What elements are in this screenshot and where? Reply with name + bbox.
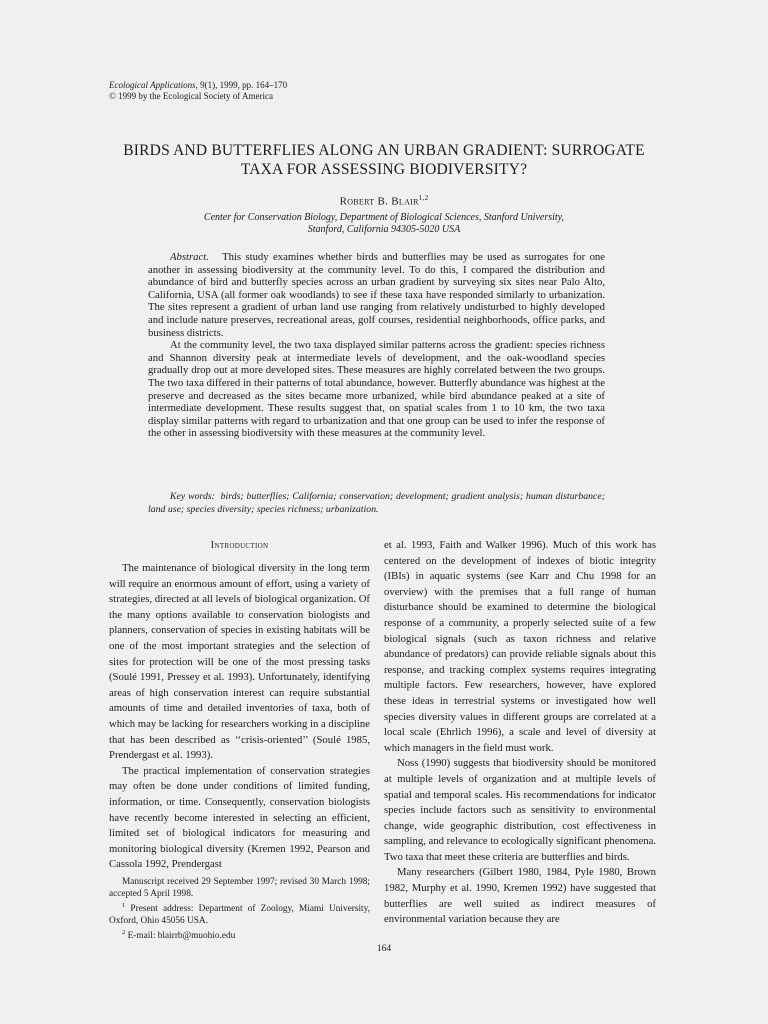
footnote-1-mark: 1 [122,902,126,909]
title-line-1: BIRDS AND BUTTERFLIES ALONG AN URBAN GRADIENT: SURROGATE [123,142,645,159]
citation-line [109,80,509,91]
right-column [384,538,656,928]
author-line [100,194,668,208]
body-paragraph: et al. 1993, Faith and Walker 1996). Much of this work has centered on the development of indexes of biotic integrity (IBIs) in aquatic systems (see Karr and Chu 1998 for an overview) with the premises that a full range of human disturbance should be examined to determine the biological response of a community, a properly selected suite of a few biological signals (such as taxon richness and relative abundance of predators) can provide reliable signals about this response, and tracking complex systems requires integrating multiple factors. Few researchers, however, have explored these ideas in terrestrial systems or investigated how well species diversity values in different groups are correlated at a local scale (Ehrlich 1996), a scale and level of diversity at which managers in the field must work. [384,539,656,754]
abstract-paragraph-2: At the community level, the two taxa displayed similar patterns across the gradient: species richness and Shannon diversity peak at intermediate levels of development, and the oak-woodland species gradually drop out at more developed sites. These measures are highly correlated between the two groups. The two taxa differed in their patterns of total abundance, however. Butterfly abundance was highest at the preserve and decreased as the sites became more urbanized, while bird abundance peaked at a site of intermediate development. These results suggest that, on spatial scales from 1 to 10 km, the two taxa display similar patterns with regard to urbanization and that one group can be used to infer the response of the other in assessing biodiversity with these measures at the community level. [148,339,605,440]
copyright-line: © 1999 by the Ecological Society of America [109,90,274,101]
abstract-text-1: This study examines whether birds and butterflies may be used as surrogates for one another in assessing biodiversity at the community level. To do this, I compared the distribution and abundance of bird and butterfly species across an urban gradient by surveying six sites near Palo Alto, California, USA (all former oak woodlands) to see if these taxa have responded similarly to urbanization. The sites represent a gradient of urban land use ranging from relatively undisturbed to highly developed and include nature preserves, recreational areas, golf courses, residential neighborhoods, office parks, and business districts. [148,251,606,339]
abstract-label: Abstract. [170,251,209,263]
author-name: Robert B. Blair [339,195,419,208]
body-paragraph: The practical implementation of conservation strategies may often be done under conditions of limited funding, information, or time. Consequently, conservation biologists have recently become interested in selecting an efficient, limited set of biological indicators for measuring and monitoring biological diversity (Kremen 1992, Pearson and Cassola 1992, Prendergast [109,764,370,871]
left-column [109,538,370,873]
page-number: 164 [376,944,392,954]
title-line-2: TAXA FOR ASSESSING BIODIVERSITY? [240,161,528,178]
abstract-paragraph-1 [148,251,605,339]
journal-header [109,80,509,101]
footnote-1 [109,900,370,927]
keywords-text: birds; butterflies; California; conservation; development; gradient analysis; human disturbance; land use; species diversity; species richness; urbanization. [148,491,605,515]
author-affiliation [130,212,638,236]
footnotes [109,877,370,943]
affiliation-line-2: Stanford, California 94305-5020 USA [307,224,461,235]
keywords-label: Key words: [170,491,215,502]
abstract [148,251,605,440]
journal-name: Ecological Applications [109,80,196,90]
body-paragraph: The maintenance of biological diversity in the long term will require an enormous amount of effort, using a variety of strategies, directed at all levels of biological organization. Of the many options available to conservation biologists and planners, conservation of species in existing habitats will be one of the most important strategies and the selection of sites for protection will be one of the most pressing tasks (Soulé 1991, Pressey et al. 1993). Unfortunately, identifying areas of high conservation interest can require substantial amounts of time and detailed inventories of taxa, both of which may be lacking for researchers working in a discipline that has been described as ‘‘crisis-oriented’’ (Soulé 1985, Prendergast et al. 1993). [109,562,370,762]
section-heading-introduction: Introduction [210,540,269,551]
body-paragraph: Noss (1990) suggests that biodiversity should be monitored at multiple levels of organization and at multiple levels of spatial and temporal scales. His recommendations for indicator species include factors such as sensitivity to environmental change, wide geographic distribution, cost effectiveness in sampling, and relevance to ecologically significant phenomena. Two taxa that meet these criteria are butterflies and birds. [384,757,656,863]
keywords [148,491,605,516]
footnote-2-text: E-mail: blairrb@muohio.edu [125,931,236,942]
affiliation-line-1: Center for Conservation Biology, Department of Biological Sciences, Stanford University, [203,212,565,223]
manuscript-dates: Manuscript received 29 September 1997; revised 30 March 1998; accepted 5 April 1998. [109,877,370,899]
footnote-1-text: Present address: Department of Zoology, Miami University, Oxford, Ohio 45056 USA. [109,904,370,926]
article-title [100,141,668,179]
author-footnote-marks: 1,2 [418,194,429,202]
footnote-2-mark: 2 [122,929,126,937]
journal-citation: , 9(1), 1999, pp. 164–170 [195,80,288,90]
footnote-2 [109,927,370,943]
body-paragraph: Many researchers (Gilbert 1980, 1984, Pyle 1980, Brown 1982, Murphy et al. 1990, Kremen 1992) have suggested that butterflies are well suited as indirect measures of environmental variation because they are [384,866,656,926]
